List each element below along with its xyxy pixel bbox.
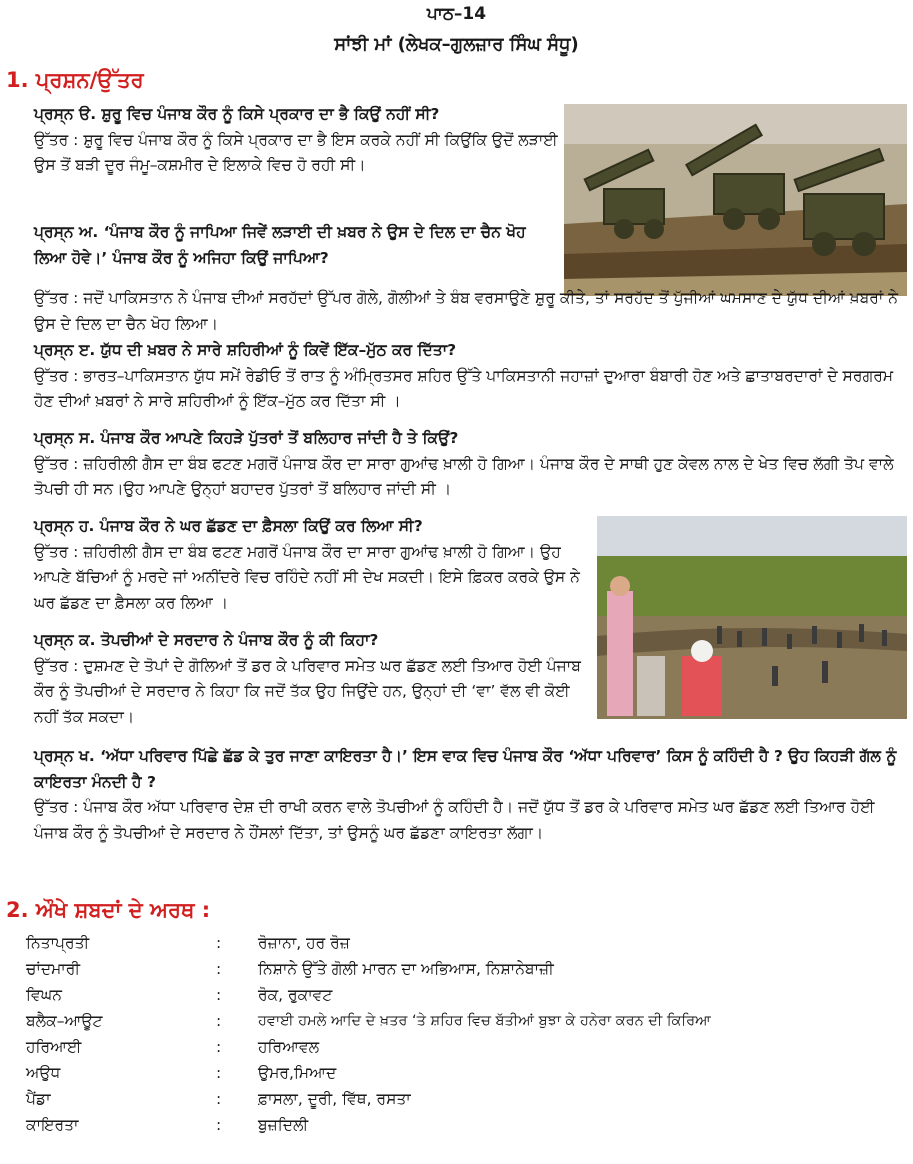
glossary-term: ਕਾਇਰਤਾ [26,1116,79,1134]
question-text: ਪ੍ਰਸ੍ਨ ਅ. ‘ਪੰਜਾਬ ਕੌਰ ਨੂੰ ਜਾਪਿਆ ਜਿਵੇਂ ਲੜਾਈ ਦੀ ਖ਼ਬਰ ਨੇ ਉਸ ਦੇ ਦਿਲ ਦਾ ਚੈਨ ਖੋਹ ਲਿਆ ਹੋਵੇ।’ ਪੰਜਾਬ ਕੌਰ ਨੂੰ ਅਜਿਹਾ ਕਿਉਂ ਜਾਪਿਆ? [34,223,526,267]
glossary-meaning: ਫ਼ਾਸਲਾ, ਦੂਰੀ, ਵਿੱਥ, ਰਸਤਾ [258,1090,411,1108]
answer-text: ਉੱਤਰ : ਜ਼ਹਿਰੀਲੀ ਗੈਸ ਦਾ ਬੰਬ ਫਟਣ ਮਗਰੋਂ ਪੰਜਾਬ ਕੌਰ ਦਾ ਸਾਰਾ ਗੁਆਂਢ ਖ਼ਾਲੀ ਹੋ ਗਿਆ। ਉਹ ਆਪਣੇ ਬੱਚਿਆਂ ਨੂੰ ਮਰਦੇ ਜਾਂ ਅਨੀਂਦਰੇ ਵਿਚ ਰਹਿੰਦੇ ਨਹੀਂ ਸੀ ਦੇਖ ਸਕਦੀ। ਇਸੇ ਫ਼ਿਕਰ ਕਰਕੇ ਉਸ ਨੇ ਘਰ ਛੱਡਣ ਦਾ ਫ਼ੈਸਲਾ ਕਰ ਲਿਆ । [34,542,580,612]
glossary-term: ਚਾਂਦਮਾਰੀ [26,960,81,978]
glossary-term: ਨਿਤਾਪ੍ਰਤੀ [26,934,90,952]
qa-item-7 [34,744,909,846]
glossary-list [26,930,906,1138]
glossary-meaning: ਹਵਾਈ ਹਮਲੇ ਆਦਿ ਦੇ ਖ਼ਤਰ ‘ਤੇ ਸ਼ਹਿਰ ਵਿਚ ਬੱਤੀਆਂ ਬੁਝਾ ਕੇ ਹਨੇਰਾ ਕਰਨ ਦੀ ਕਿਰਿਆ [258,1013,711,1029]
glossary-colon: : [216,986,222,1004]
artillery-photo [564,104,907,296]
qa-item-6 [34,628,590,730]
glossary-colon: : [216,1012,222,1030]
glossary-colon: : [216,960,222,978]
qa-item-2-answer [34,286,909,337]
glossary-meaning: ਰੋਜ਼ਾਨਾ, ਹਰ ਰੋਜ਼ [258,934,350,952]
question-text: ਪ੍ਰਸ੍ਨ ੲ. ਯੁੱਧ ਦੀ ਖ਼ਬਰ ਨੇ ਸਾਰੇ ਸ਼ਹਿਰੀਆਂ ਨੂੰ ਕਿਵੇਂ ਇੱਕ–ਮੁੱਠ ਕਰ ਦਿੱਤਾ? [34,341,457,359]
glossary-term: ਅਉਧ [26,1064,61,1082]
glossary-term: ਹਰਿਆਈ [26,1038,82,1056]
glossary-colon: : [216,934,222,952]
words-heading: 2. ਔਖੇ ਸ਼ਬਦਾਂ ਦੇ ਅਰਥ : [6,898,211,922]
question-text: ਪ੍ਰਸ੍ਨ ਸ. ਪੰਜਾਬ ਕੌਰ ਆਪਣੇ ਕਿਹੜੇ ਪੁੱਤਰਾਂ ਤੋਂ ਬਲਿਹਾਰ ਜਾਂਦੀ ਹੈ ਤੇ ਕਿਉਂ? [34,429,459,447]
answer-text: ਉੱਤਰ : ਭਾਰਤ–ਪਾਕਿਸਤਾਨ ਯੁੱਧ ਸਮੇਂ ਰੇਡੀਓ ਤੋਂ ਰਾਤ ਨੂੰ ਅੰਮ੍ਰਿਤਸਰ ਸ਼ਹਿਰ ਉੱਤੇ ਪਾਕਿਸਤਾਨੀ ਜਹਾਜ਼ਾਂ ਦੁਆਰਾ ਬੰਬਾਰੀ ਹੋਣ ਅਤੇ ਛਾਤਾਬਰਦਾਰਾਂ ਦੇ ਸਰਗਰਮ ਹੋਣ ਦੀਆਂ ਖ਼ਬਰਾਂ ਨੇ ਸਾਰੇ ਸ਼ਹਿਰੀਆਂ ਨੂੰ ਇੱਕ–ਮੁੱਠ ਕਰ ਦਿੱਤਾ ਸੀ । [34,366,894,410]
glossary-colon: : [216,1064,222,1082]
glossary-colon: : [216,1116,222,1134]
answer-text: ਉੱਤਰ : ਦੁਸ਼ਮਣ ਦੇ ਤੋਪਾਂ ਦੇ ਗੋਲਿਆਂ ਤੋਂ ਡਰ ਕੇ ਪਰਿਵਾਰ ਸਮੇਤ ਘਰ ਛੱਡਣ ਲਈ ਤਿਆਰ ਹੋਈ ਪੰਜਾਬ ਕੌਰ ਨੂੰ ਤੋਪਚੀਆਂ ਦੇ ਸਰਦਾਰ ਨੇ ਕਿਹਾ ਕਿ ਜਦੋਂ ਤੱਕ ਉਹ ਜਿਉਂਦੇ ਹਨ, ਉਨ੍ਹਾਂ ਦੀ ‘ਵਾ’ ਵੱਲ ਵੀ ਕੋਈ ਨਹੀਂ ਤੱਕ ਸਕਦਾ। [34,656,581,726]
glossary-row [26,1034,906,1060]
answer-text: ਉੱਤਰ : ਸ਼ੁਰੂ ਵਿਚ ਪੰਜਾਬ ਕੌਰ ਨੂੰ ਕਿਸੇ ਪ੍ਰਕਾਰ ਦਾ ਭੈ ਇਸ ਕਰਕੇ ਨਹੀਂ ਸੀ ਕਿਉਂਕਿ ਉਦੋਂ ਲੜਾਈ ਉਸ ਤੋਂ ਬੜੀ ਦੂਰ ਜੰਮੂ–ਕਸ਼ਮੀਰ ਦੇ ਇਲਾਕੇ ਵਿਚ ਹੋ ਰਹੀ ਸੀ। [34,130,558,174]
lesson-title: ਸਾਂਝੀ ਮਾਂ (ਲੇਖਕ–ਗੁਲਜ਼ਾਰ ਸਿੰਘ ਸੰਧੂ) [334,34,579,55]
glossary-meaning: ਰੋਕ, ਰੁਕਾਵਟ [258,986,333,1004]
question-text: ਪ੍ਰਸ੍ਨ ਹ. ਪੰਜਾਬ ਕੌਰ ਨੇ ਘਰ ਛੱਡਣ ਦਾ ਫ਼ੈਸਲਾ ਕਿਉਂ ਕਰ ਲਿਆ ਸੀ? [34,517,423,535]
glossary-row [26,1060,906,1086]
answer-text: ਉੱਤਰ : ਪੰਜਾਬ ਕੌਰ ਅੱਧਾ ਪਰਿਵਾਰ ਦੇਸ਼ ਦੀ ਰਾਖੀ ਕਰਨ ਵਾਲੇ ਤੋਪਚੀਆਂ ਨੂੰ ਕਹਿੰਦੀ ਹੈ। ਜਦੋਂ ਯੁੱਧ ਤੋਂ ਡਰ ਕੇ ਪਰਿਵਾਰ ਸਮੇਤ ਘਰ ਛੱਡਣ ਲਈ ਤਿਆਰ ਹੋਈ ਪੰਜਾਬ ਕੌਰ ਨੂੰ ਤੋਪਚੀਆਂ ਦੇ ਸਰਦਾਰ ਨੇ ਹੌਂਸਲਾਂ ਦਿੱਤਾ, ਤਾਂ ਉਸਨੂੰ ਘਰ ਛੱਡਣਾ ਕਾਇਰਤਾ ਲੱਗਾ। [34,798,875,842]
glossary-row [26,1008,906,1034]
answer-text: ਉੱਤਰ : ਜ਼ਹਿਰੀਲੀ ਗੈਸ ਦਾ ਬੰਬ ਫਟਣ ਮਗਰੋਂ ਪੰਜਾਬ ਕੌਰ ਦਾ ਸਾਰਾ ਗੁਆਂਢ ਖ਼ਾਲੀ ਹੋ ਗਿਆ। ਪੰਜਾਬ ਕੌਰ ਦੇ ਸਾਥੀ ਹੁਣ ਕੇਵਲ ਨਾਲ ਦੇ ਖੇਤ ਵਿਚ ਲੱਗੀ ਤੋਪ ਵਾਲੇ ਤੋਪਚੀ ਹੀ ਸਨ।ਉਹ ਆਪਣੇ ਉਨ੍ਹਾਂ ਬਹਾਦਰ ਪੁੱਤਰਾਂ ਤੋਂ ਬਲਿਹਾਰ ਜਾਂਦੀ ਸੀ । [34,454,894,498]
glossary-row [26,982,906,1008]
glossary-meaning: ਨਿਸ਼ਾਨੇ ਉੱਤੇ ਗੋਲੀ ਮਾਰਨ ਦਾ ਅਭਿਆਸ, ਨਿਸ਼ਾਨੇਬਾਜ਼ੀ [258,960,554,978]
question-text: ਪ੍ਰਸ੍ਨ ਕ. ਤੋਪਚੀਆਂ ਦੇ ਸਰਦਾਰ ਨੇ ਪੰਜਾਬ ਕੌਰ ਨੂੰ ਕੀ ਕਿਹਾ? [34,631,379,649]
villagers-field-photo [597,516,907,719]
glossary-colon: : [216,1038,222,1056]
glossary-term: ਪੈਂਡਾ [26,1090,51,1108]
glossary-row [26,1086,906,1112]
qa-item-4 [34,426,909,503]
glossary-colon: : [216,1090,222,1108]
lesson-number: ਪਾਠ–14 [426,4,487,24]
qa-heading: 1. ਪ੍ਰਸ਼ਨ/ਉੱਤਰ [6,68,144,92]
glossary-row [26,1112,906,1138]
question-text: ਪ੍ਰਸ੍ਨ ਖ. ‘ਅੱਧਾ ਪਰਿਵਾਰ ਪਿੱਛੇ ਛੱਡ ਕੇ ਤੁਰ ਜਾਣਾ ਕਾਇਰਤਾ ਹੈ।’ ਇਸ ਵਾਕ ਵਿਚ ਪੰਜਾਬ ਕੌਰ ‘ਅੱਧਾ ਪਰਿਵਾਰ’ ਕਿਸ ਨੂੰ ਕਹਿੰਦੀ ਹੈ ? ਉਹ ਕਿਹੜੀ ਗੱਲ ਨੂੰ ਕਾਇਰਤਾ ਮੰਨਦੀ ਹੈ ? [34,747,897,791]
glossary-meaning: ਉਮਰ,ਮਿਆਦ [258,1064,337,1082]
qa-item-5 [34,514,590,616]
answer-text: ਉੱਤਰ : ਜਦੋਂ ਪਾਕਿਸਤਾਨ ਨੇ ਪੰਜਾਬ ਦੀਆਂ ਸਰਹੱਦਾਂ ਉੱਪਰ ਗੋਲੇ, ਗੋਲੀਆਂ ਤੇ ਬੰਬ ਵਰਸਾਉਣੇ ਸ਼ੁਰੂ ਕੀਤੇ, ਤਾਂ ਸਰਹੱਦ ਤੋਂ ਪੁੱਜੀਆਂ ਘਮਸਾਣ ਦੇ ਯੁੱਧ ਦੀਆਂ ਖ਼ਬਰਾਂ ਨੇ ਉਸ ਦੇ ਦਿਲ ਦਾ ਚੈਨ ਖੋਹ ਲਿਆ। [34,289,898,333]
qa-item-2 [34,220,562,271]
glossary-meaning: ਬੁਜ਼ਦਿਲੀ [258,1116,309,1134]
question-text: ਪ੍ਰਸ੍ਨ ੳ. ਸ਼ੁਰੂ ਵਿਚ ਪੰਜਾਬ ਕੌਰ ਨੂੰ ਕਿਸੇ ਪ੍ਰਕਾਰ ਦਾ ਭੈ ਕਿਉਂ ਨਹੀਂ ਸੀ? [34,105,440,123]
glossary-row [26,956,906,982]
glossary-term: ਵਿਘਨ [26,986,62,1004]
glossary-meaning: ਹਰਿਆਵਲ [258,1038,320,1056]
glossary-row [26,930,906,956]
glossary-term: ਬਲੈਕ–ਆਊਟ [26,1012,103,1030]
qa-item-3 [34,338,909,415]
qa-item-1 [34,102,562,179]
